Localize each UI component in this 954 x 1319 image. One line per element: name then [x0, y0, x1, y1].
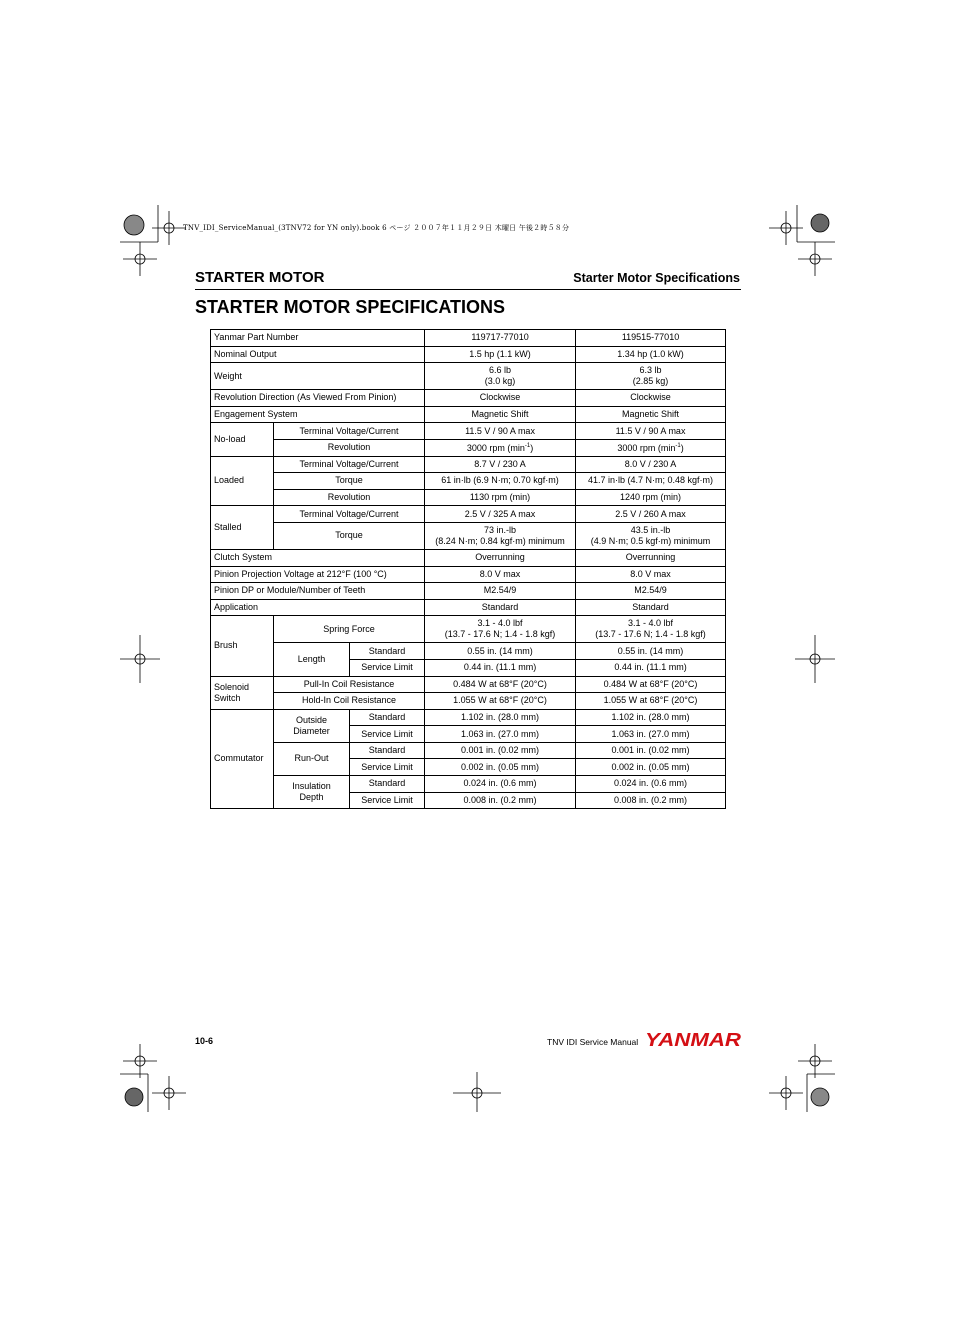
- cell-value: 3.1 - 4.0 lbf (13.7 - 17.6 N; 1.4 - 1.8 kgf): [576, 616, 726, 643]
- table-row: [211, 439, 726, 456]
- cell-value: 1130 rpm (min): [425, 489, 576, 506]
- page-number: 10-6: [195, 1036, 214, 1046]
- row-subgroup-label: Length: [274, 643, 350, 676]
- row-label: Engagement System: [211, 406, 425, 423]
- table-row: [211, 363, 726, 390]
- cell-value: 8.0 V max: [425, 566, 576, 583]
- row-label: Terminal Voltage/Current: [274, 456, 425, 473]
- part-number-1: 119717-77010: [425, 330, 576, 347]
- table-row: [211, 583, 726, 600]
- table-row: [211, 676, 726, 693]
- row-label: Pinion Projection Voltage at 212°F (100 °C): [211, 566, 425, 583]
- print-job-line: TNV_IDI_ServiceManual_(3TNV72 for YN only).book 6 ページ ２００７年１１月２９日 木曜日 午後２時５８分: [183, 224, 570, 232]
- cell-value: 1.102 in. (28.0 mm): [576, 709, 726, 726]
- cell-value: Overrunning: [576, 549, 726, 566]
- cell-value: 6.6 lb (3.0 kg): [425, 363, 576, 390]
- row-label: Revolution: [274, 439, 425, 456]
- cell-value: 1.063 in. (27.0 mm): [425, 726, 576, 743]
- table-row: [211, 423, 726, 440]
- row-label: Standard: [350, 742, 425, 759]
- cell-value: Clockwise: [425, 390, 576, 407]
- row-subgroup-label: Run-Out: [274, 742, 350, 775]
- cell-value: 0.484 W at 68°F (20°C): [425, 676, 576, 693]
- row-label: Standard: [350, 709, 425, 726]
- table-row: [211, 616, 726, 643]
- cell-value: M2.54/9: [576, 583, 726, 600]
- row-label: Weight: [211, 363, 425, 390]
- row-subgroup-label: Insulation Depth: [274, 776, 350, 809]
- row-label: Service Limit: [350, 759, 425, 776]
- row-label: Service Limit: [350, 792, 425, 809]
- cell-value: 0.002 in. (0.05 mm): [425, 759, 576, 776]
- table-row: [211, 693, 726, 710]
- cell-value: 6.3 lb (2.85 kg): [576, 363, 726, 390]
- cell-value: 1.102 in. (28.0 mm): [425, 709, 576, 726]
- cell-value: Magnetic Shift: [425, 406, 576, 423]
- cell-value: 0.008 in. (0.2 mm): [576, 792, 726, 809]
- row-group-label: Solenoid Switch: [211, 676, 274, 709]
- cell-value: Magnetic Shift: [576, 406, 726, 423]
- section-header: STARTER MOTOR: [195, 269, 325, 286]
- cell-value: Standard: [576, 599, 726, 616]
- manual-title: TNV IDI Service Manual: [547, 1037, 639, 1047]
- row-label: Hold-In Coil Resistance: [274, 693, 425, 710]
- cell-value: 1240 rpm (min): [576, 489, 726, 506]
- row-label: Torque: [274, 473, 425, 490]
- table-row: [211, 549, 726, 566]
- cell-value: 0.008 in. (0.2 mm): [425, 792, 576, 809]
- table-row: [211, 742, 726, 759]
- cell-value: 43.5 in.-lb (4.9 N·m; 0.5 kgf·m) minimum: [576, 522, 726, 549]
- row-label: Revolution: [274, 489, 425, 506]
- cell-value: 3.1 - 4.0 lbf (13.7 - 17.6 N; 1.4 - 1.8 kgf): [425, 616, 576, 643]
- row-label: Clutch System: [211, 549, 425, 566]
- row-label: Pinion DP or Module/Number of Teeth: [211, 583, 425, 600]
- cell-value: 11.5 V / 90 A max: [576, 423, 726, 440]
- cell-value: 61 in·lb (6.9 N·m; 0.70 kgf·m): [425, 473, 576, 490]
- table-row: [211, 330, 726, 347]
- table-row: [211, 522, 726, 549]
- table-row: [211, 406, 726, 423]
- row-group-label: No-load: [211, 423, 274, 456]
- cell-value: Clockwise: [576, 390, 726, 407]
- cell-value: 0.001 in. (0.02 mm): [576, 742, 726, 759]
- cell-value: 0.024 in. (0.6 mm): [576, 776, 726, 793]
- header-rule: [195, 289, 741, 290]
- cell-value: Overrunning: [425, 549, 576, 566]
- cell-value: 73 in.-lb (8.24 N·m; 0.84 kgf·m) minimum: [425, 522, 576, 549]
- cell-value: 11.5 V / 90 A max: [425, 423, 576, 440]
- cell-value: Standard: [425, 599, 576, 616]
- cell-value: 0.484 W at 68°F (20°C): [576, 676, 726, 693]
- table-row: [211, 390, 726, 407]
- cell-value: 0.55 in. (14 mm): [425, 643, 576, 660]
- row-label: Pull-In Coil Resistance: [274, 676, 425, 693]
- cell-value: 0.55 in. (14 mm): [576, 643, 726, 660]
- table-row: [211, 776, 726, 793]
- cell-value: 0.44 in. (11.1 mm): [576, 659, 726, 676]
- subsection-header: Starter Motor Specifications: [573, 271, 740, 285]
- cell-value: 1.055 W at 68°F (20°C): [576, 693, 726, 710]
- row-group-label: Loaded: [211, 456, 274, 506]
- cell-value: M2.54/9: [425, 583, 576, 600]
- row-label: Service Limit: [350, 659, 425, 676]
- cell-value: 1.055 W at 68°F (20°C): [425, 693, 576, 710]
- row-subgroup-label: Outside Diameter: [274, 709, 350, 742]
- cell-value: 8.7 V / 230 A: [425, 456, 576, 473]
- cell-value: 3000 rpm $(\min^{-1})$: [576, 439, 726, 456]
- row-label: Spring Force: [274, 616, 425, 643]
- cell-value: 8.0 V max: [576, 566, 726, 583]
- table-row: [211, 643, 726, 660]
- cell-value: 2.5 V / 325 A max: [425, 506, 576, 523]
- spec-table: [210, 329, 726, 809]
- cell-value: 2.5 V / 260 A max: [576, 506, 726, 523]
- row-label: Terminal Voltage/Current: [274, 423, 425, 440]
- page-title: STARTER MOTOR SPECIFICATIONS: [195, 297, 506, 317]
- table-row: [211, 599, 726, 616]
- row-label: Standard: [350, 643, 425, 660]
- row-label: Standard: [350, 776, 425, 793]
- cell-value: 0.002 in. (0.05 mm): [576, 759, 726, 776]
- cell-value: 0.001 in. (0.02 mm): [425, 742, 576, 759]
- yanmar-logo: [645, 1031, 743, 1049]
- row-label: Yanmar Part Number: [211, 330, 425, 347]
- table-row: [211, 709, 726, 726]
- part-number-2: 119515-77010: [576, 330, 726, 347]
- table-row: [211, 456, 726, 473]
- cell-value: 8.0 V / 230 A: [576, 456, 726, 473]
- row-label: Application: [211, 599, 425, 616]
- table-row: [211, 506, 726, 523]
- cell-value: 0.024 in. (0.6 mm): [425, 776, 576, 793]
- cell-value: 0.44 in. (11.1 mm): [425, 659, 576, 676]
- row-group-label: Stalled: [211, 506, 274, 550]
- svg-text:YANMAR: YANMAR: [645, 1031, 741, 1049]
- table-row: [211, 346, 726, 363]
- row-label: Revolution Direction (As Viewed From Pinion): [211, 390, 425, 407]
- row-label: Nominal Output: [211, 346, 425, 363]
- row-group-label: Commutator: [211, 709, 274, 809]
- cell-value: 3000 rpm $(\min^{-1})$: [425, 439, 576, 456]
- cell-value: 1.5 hp (1.1 kW): [425, 346, 576, 363]
- cell-value: 41.7 in·lb (4.7 N·m; 0.48 kgf·m): [576, 473, 726, 490]
- table-row: [211, 566, 726, 583]
- row-label: Service Limit: [350, 726, 425, 743]
- cell-value: 1.34 hp (1.0 kW): [576, 346, 726, 363]
- row-label: Torque: [274, 522, 425, 549]
- table-row: [211, 489, 726, 506]
- row-group-label: Brush: [211, 616, 274, 676]
- table-row: [211, 473, 726, 490]
- row-label: Terminal Voltage/Current: [274, 506, 425, 523]
- cell-value: 1.063 in. (27.0 mm): [576, 726, 726, 743]
